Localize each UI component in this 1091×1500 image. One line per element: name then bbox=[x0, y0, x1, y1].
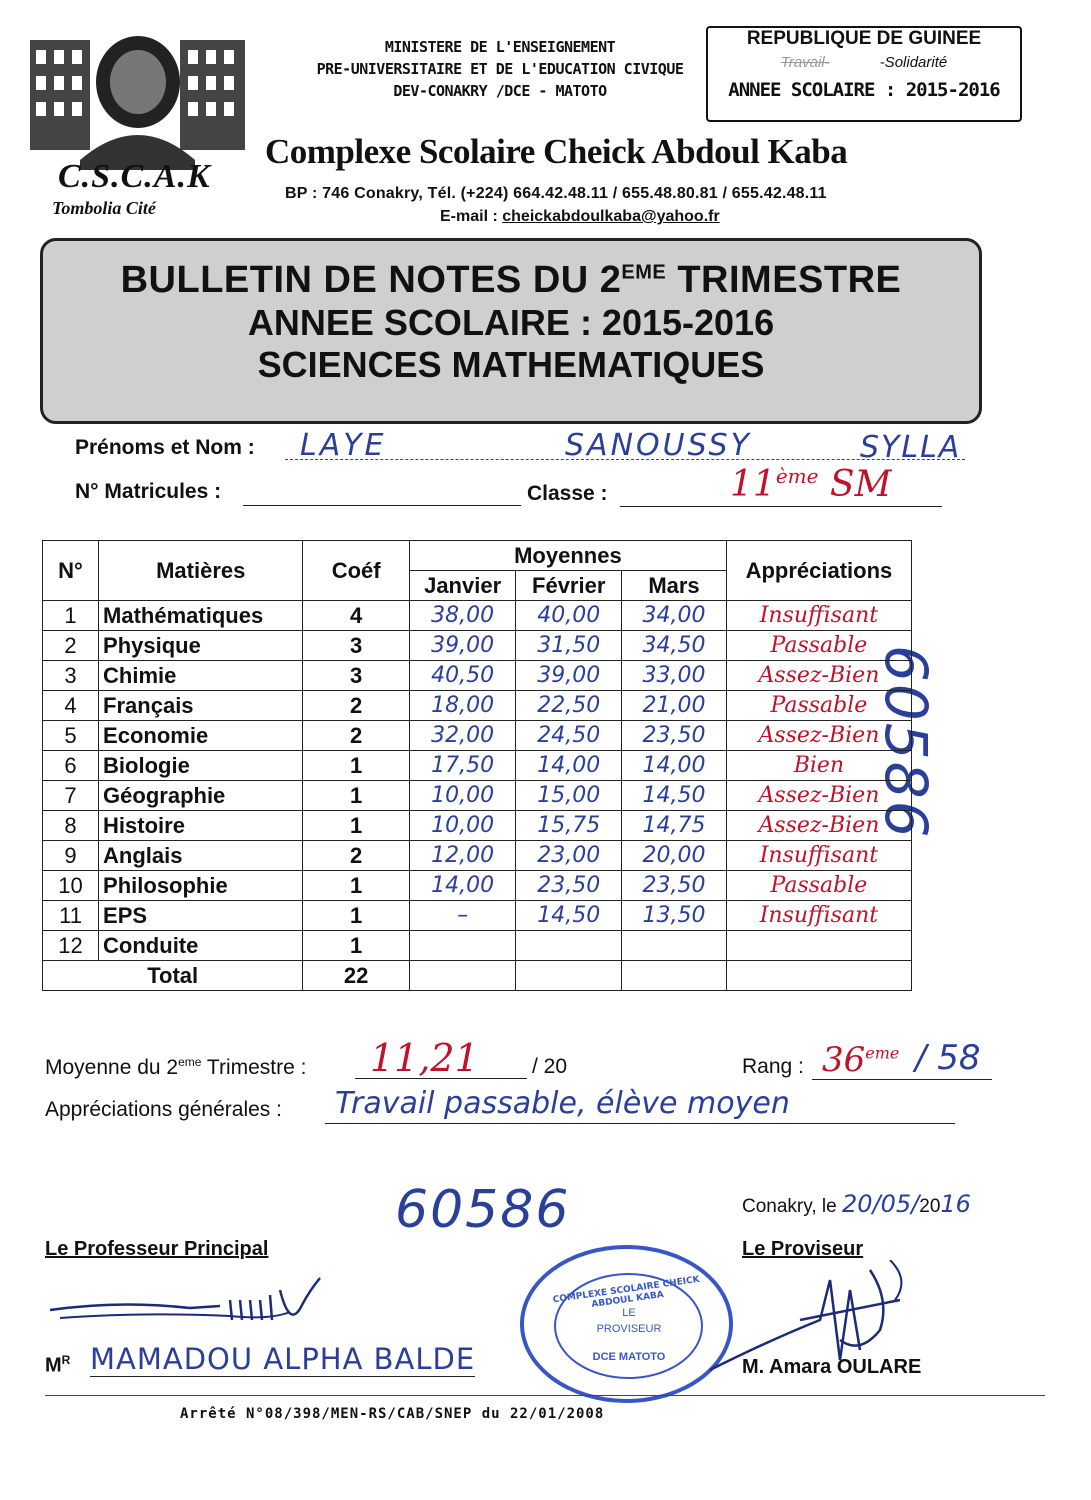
row-coef: 1 bbox=[303, 811, 410, 841]
rank-total-value: 58 bbox=[937, 1038, 981, 1078]
banner-line2: ANNEE SCOLAIRE : 2015-2016 bbox=[247, 302, 775, 343]
row-jan: 38,00 bbox=[409, 601, 515, 631]
row-number: 10 bbox=[43, 871, 99, 901]
general-appreciation-label: Appréciations générales : bbox=[45, 1098, 282, 1121]
banner-line1-post: TRIMESTRE bbox=[677, 259, 902, 301]
row-feb: 31,50 bbox=[516, 631, 622, 661]
matricule-label: N° Matricules : bbox=[75, 480, 222, 503]
row-number: 12 bbox=[43, 931, 99, 961]
teacher-prefix: M bbox=[45, 1354, 62, 1377]
class-value bbox=[730, 464, 891, 505]
row-subject: EPS bbox=[99, 901, 303, 931]
class-name: SM bbox=[829, 464, 892, 505]
row-coef: 1 bbox=[303, 751, 410, 781]
date-place: Conakry, le bbox=[742, 1196, 837, 1217]
row-mar bbox=[622, 931, 727, 961]
stamp-text-top: COMPLEXE SCOLAIRE CHEICK ABDOUL KABA bbox=[552, 1274, 701, 1310]
arrete-reference: Arrêté N°08/398/MEN-RS/CAB/SNEP du 22/01/2008 bbox=[180, 1406, 605, 1422]
logo-subtitle: Tombolia Cité bbox=[52, 198, 156, 218]
row-feb: 23,00 bbox=[516, 841, 622, 871]
student-last-name: SYLLA bbox=[860, 430, 962, 465]
motto-struck: Travail- bbox=[780, 54, 830, 71]
row-coef: 1 bbox=[303, 871, 410, 901]
row-feb: 15,00 bbox=[516, 781, 622, 811]
col-averages-header: Moyennes bbox=[409, 541, 726, 571]
teacher-title: Le Professeur Principal bbox=[45, 1238, 269, 1260]
total-label: Total bbox=[43, 961, 303, 991]
teacher-name: MAMADOU ALPHA BALDE bbox=[90, 1342, 476, 1376]
row-appreciation: Insuffisant bbox=[726, 841, 911, 871]
row-number: 11 bbox=[43, 901, 99, 931]
row-mar: 14,00 bbox=[622, 751, 727, 781]
row-feb: 14,50 bbox=[516, 901, 622, 931]
total-appr bbox=[726, 961, 911, 991]
row-number: 8 bbox=[43, 811, 99, 841]
footer-divider bbox=[45, 1395, 1045, 1396]
republic-box bbox=[706, 26, 1022, 122]
row-jan: 14,00 bbox=[409, 871, 515, 901]
side-number: 60586 bbox=[872, 645, 940, 840]
row-feb: 22,50 bbox=[516, 691, 622, 721]
school-contact: BP : 746 Conakry, Tél. (+224) 664.42.48.11 / 655.48.80.81 / 655.42.48.11 bbox=[285, 185, 827, 202]
row-feb: 23,50 bbox=[516, 871, 622, 901]
matricule-line bbox=[243, 505, 521, 506]
grade-rows bbox=[43, 601, 912, 961]
row-jan: 40,50 bbox=[409, 661, 515, 691]
row-jan bbox=[409, 931, 515, 961]
row-mar: 21,00 bbox=[622, 691, 727, 721]
email-link[interactable]: cheickabdoulkaba@yahoo.fr bbox=[502, 208, 720, 225]
row-appreciation: Passable bbox=[726, 631, 911, 661]
motto-rest: -Solidarité bbox=[879, 54, 948, 71]
row-subject: Mathématiques bbox=[99, 601, 303, 631]
row-coef: 1 bbox=[303, 781, 410, 811]
row-number: 9 bbox=[43, 841, 99, 871]
row-feb bbox=[516, 931, 622, 961]
average-scale: / 20 bbox=[532, 1055, 568, 1078]
row-subject: Anglais bbox=[99, 841, 303, 871]
republic-motto bbox=[708, 54, 1020, 71]
row-jan: 39,00 bbox=[409, 631, 515, 661]
total-feb bbox=[516, 961, 622, 991]
row-appreciation: Assez-Bien bbox=[726, 781, 911, 811]
banner-line1-pre: BULLETIN DE NOTES DU 2 bbox=[120, 259, 622, 301]
row-appreciation: Passable bbox=[726, 871, 911, 901]
class-label: Classe : bbox=[527, 482, 608, 505]
table-row bbox=[43, 901, 912, 931]
table-row bbox=[43, 841, 912, 871]
rank-label: Rang : bbox=[742, 1055, 804, 1078]
table-row bbox=[43, 631, 912, 661]
row-number: 4 bbox=[43, 691, 99, 721]
table-row bbox=[43, 601, 912, 631]
row-appreciation: Assez-Bien bbox=[726, 811, 911, 841]
row-subject: Histoire bbox=[99, 811, 303, 841]
report-banner bbox=[40, 238, 982, 424]
row-jan: 18,00 bbox=[409, 691, 515, 721]
row-coef: 3 bbox=[303, 631, 410, 661]
date-year-pre: 20 bbox=[919, 1196, 941, 1217]
student-first-name: LAYE bbox=[300, 428, 387, 463]
row-subject: Economie bbox=[99, 721, 303, 751]
class-number: 11 bbox=[730, 464, 776, 505]
name-label: Prénoms et Nom : bbox=[75, 436, 255, 459]
banner-line1 bbox=[43, 259, 979, 302]
average-label-post: Trimestre : bbox=[206, 1056, 307, 1079]
average-value: 11,21 bbox=[370, 1036, 479, 1080]
col-mar-header: Mars bbox=[622, 571, 727, 601]
row-appreciation: Passable bbox=[726, 691, 911, 721]
general-appreciation-value: Travail passable, élève moyen bbox=[335, 1086, 790, 1121]
table-row bbox=[43, 751, 912, 781]
stamp-center-2: PROVISEUR bbox=[596, 1323, 662, 1335]
row-subject: Chimie bbox=[99, 661, 303, 691]
republic-year: ANNEE SCOLAIRE : 2015-2016 bbox=[728, 79, 1000, 101]
rank-total: / 58 bbox=[915, 1038, 981, 1078]
row-coef: 1 bbox=[303, 931, 410, 961]
total-coef: 22 bbox=[303, 961, 410, 991]
banner-line3: SCIENCES MATHEMATIQUES bbox=[257, 344, 765, 385]
row-jan: 32,00 bbox=[409, 721, 515, 751]
average-label-pre: Moyenne du 2 bbox=[45, 1056, 179, 1079]
row-mar: 23,50 bbox=[622, 721, 727, 751]
row-subject: Français bbox=[99, 691, 303, 721]
teacher-name-line bbox=[45, 1353, 70, 1378]
row-coef: 4 bbox=[303, 601, 410, 631]
handwritten-number: 60586 bbox=[395, 1180, 571, 1240]
row-mar: 20,00 bbox=[622, 841, 727, 871]
total-mar bbox=[622, 961, 727, 991]
row-number: 1 bbox=[43, 601, 99, 631]
school-logo bbox=[30, 30, 245, 220]
row-jan: 10,00 bbox=[409, 781, 515, 811]
teacher-prefix-sup: R bbox=[61, 1353, 71, 1367]
row-mar: 14,75 bbox=[622, 811, 727, 841]
row-jan: – bbox=[409, 901, 515, 931]
row-coef: 1 bbox=[303, 901, 410, 931]
row-subject: Géographie bbox=[99, 781, 303, 811]
row-number: 5 bbox=[43, 721, 99, 751]
row-appreciation: Insuffisant bbox=[726, 601, 911, 631]
row-jan: 10,00 bbox=[409, 811, 515, 841]
row-mar: 14,50 bbox=[622, 781, 727, 811]
col-jan-header: Janvier bbox=[409, 571, 515, 601]
stamp-bottom: DCE MATOTO bbox=[592, 1351, 666, 1363]
class-line bbox=[620, 506, 942, 507]
row-feb: 24,50 bbox=[516, 721, 622, 751]
row-jan: 12,00 bbox=[409, 841, 515, 871]
principal-title: Le Proviseur bbox=[742, 1238, 864, 1260]
row-mar: 34,50 bbox=[622, 631, 727, 661]
col-num-header: N° bbox=[43, 541, 99, 601]
row-appreciation: Assez-Bien bbox=[726, 661, 911, 691]
col-coef-header: Coéf bbox=[303, 541, 410, 601]
row-number: 2 bbox=[43, 631, 99, 661]
row-feb: 15,75 bbox=[516, 811, 622, 841]
col-feb-header: Février bbox=[516, 571, 622, 601]
ministry-line: PRE-UNIVERSITAIRE ET DE L'EDUCATION CIVIQUE bbox=[316, 60, 684, 78]
average-label-sup: eme bbox=[178, 1055, 202, 1069]
row-mar: 23,50 bbox=[622, 871, 727, 901]
table-row bbox=[43, 661, 912, 691]
row-appreciation: Insuffisant bbox=[726, 901, 911, 931]
row-appreciation: Bien bbox=[726, 751, 911, 781]
teacher-signature bbox=[40, 1270, 340, 1340]
row-mar: 13,50 bbox=[622, 901, 727, 931]
row-coef: 2 bbox=[303, 721, 410, 751]
row-subject: Biologie bbox=[99, 751, 303, 781]
date-month: 05 bbox=[880, 1190, 912, 1218]
principal-name: M. Amara OULARE bbox=[742, 1356, 922, 1378]
rank-suffix: eme bbox=[865, 1043, 900, 1063]
col-subject-header: Matières bbox=[99, 541, 303, 601]
row-coef: 2 bbox=[303, 841, 410, 871]
col-appreciation-header: Appréciations bbox=[726, 541, 911, 601]
row-subject: Conduite bbox=[99, 931, 303, 961]
general-appreciation-line bbox=[325, 1123, 955, 1124]
student-middle-name: SANOUSSY bbox=[565, 428, 752, 463]
row-feb: 40,00 bbox=[516, 601, 622, 631]
rank-number: 36 bbox=[822, 1040, 866, 1080]
row-number: 3 bbox=[43, 661, 99, 691]
banner-line1-sup: EME bbox=[621, 261, 667, 284]
total-jan bbox=[409, 961, 515, 991]
republic-title: REPUBLIQUE DE GUINEE bbox=[746, 28, 982, 49]
row-subject: Physique bbox=[99, 631, 303, 661]
date-day: 20 bbox=[841, 1190, 873, 1218]
row-appreciation bbox=[726, 931, 911, 961]
row-number: 7 bbox=[43, 781, 99, 811]
date-year-post: 16 bbox=[940, 1190, 971, 1218]
school-name: Complexe Scolaire Cheick Abdoul Kaba bbox=[265, 132, 848, 171]
row-mar: 34,00 bbox=[622, 601, 727, 631]
ministry-line: MINISTERE DE L'ENSEIGNEMENT bbox=[384, 38, 616, 56]
email-label: E-mail : bbox=[440, 208, 498, 225]
ministry-line: DEV-CONAKRY /DCE - MATOTO bbox=[393, 82, 607, 100]
row-feb: 39,00 bbox=[516, 661, 622, 691]
table-row bbox=[43, 721, 912, 751]
table-row bbox=[43, 691, 912, 721]
date-line: Conakry, le 20/05/2016 bbox=[742, 1190, 971, 1218]
row-mar: 33,00 bbox=[622, 661, 727, 691]
row-coef: 3 bbox=[303, 661, 410, 691]
row-feb: 14,00 bbox=[516, 751, 622, 781]
row-jan: 17,50 bbox=[409, 751, 515, 781]
row-coef: 2 bbox=[303, 691, 410, 721]
table-row bbox=[43, 811, 912, 841]
ministry-header bbox=[300, 36, 700, 102]
logo-text: C.S.C.A.K bbox=[58, 158, 211, 195]
class-suffix: ème bbox=[775, 464, 819, 488]
grades-table bbox=[42, 540, 912, 991]
table-row bbox=[43, 931, 912, 961]
table-row bbox=[43, 781, 912, 811]
average-label bbox=[45, 1055, 306, 1080]
school-email bbox=[440, 208, 720, 226]
table-row bbox=[43, 871, 912, 901]
row-number: 6 bbox=[43, 751, 99, 781]
stamp-center-1: LE bbox=[622, 1307, 636, 1319]
rank-value bbox=[822, 1040, 899, 1080]
row-appreciation: Assez-Bien bbox=[726, 721, 911, 751]
row-subject: Philosophie bbox=[99, 871, 303, 901]
